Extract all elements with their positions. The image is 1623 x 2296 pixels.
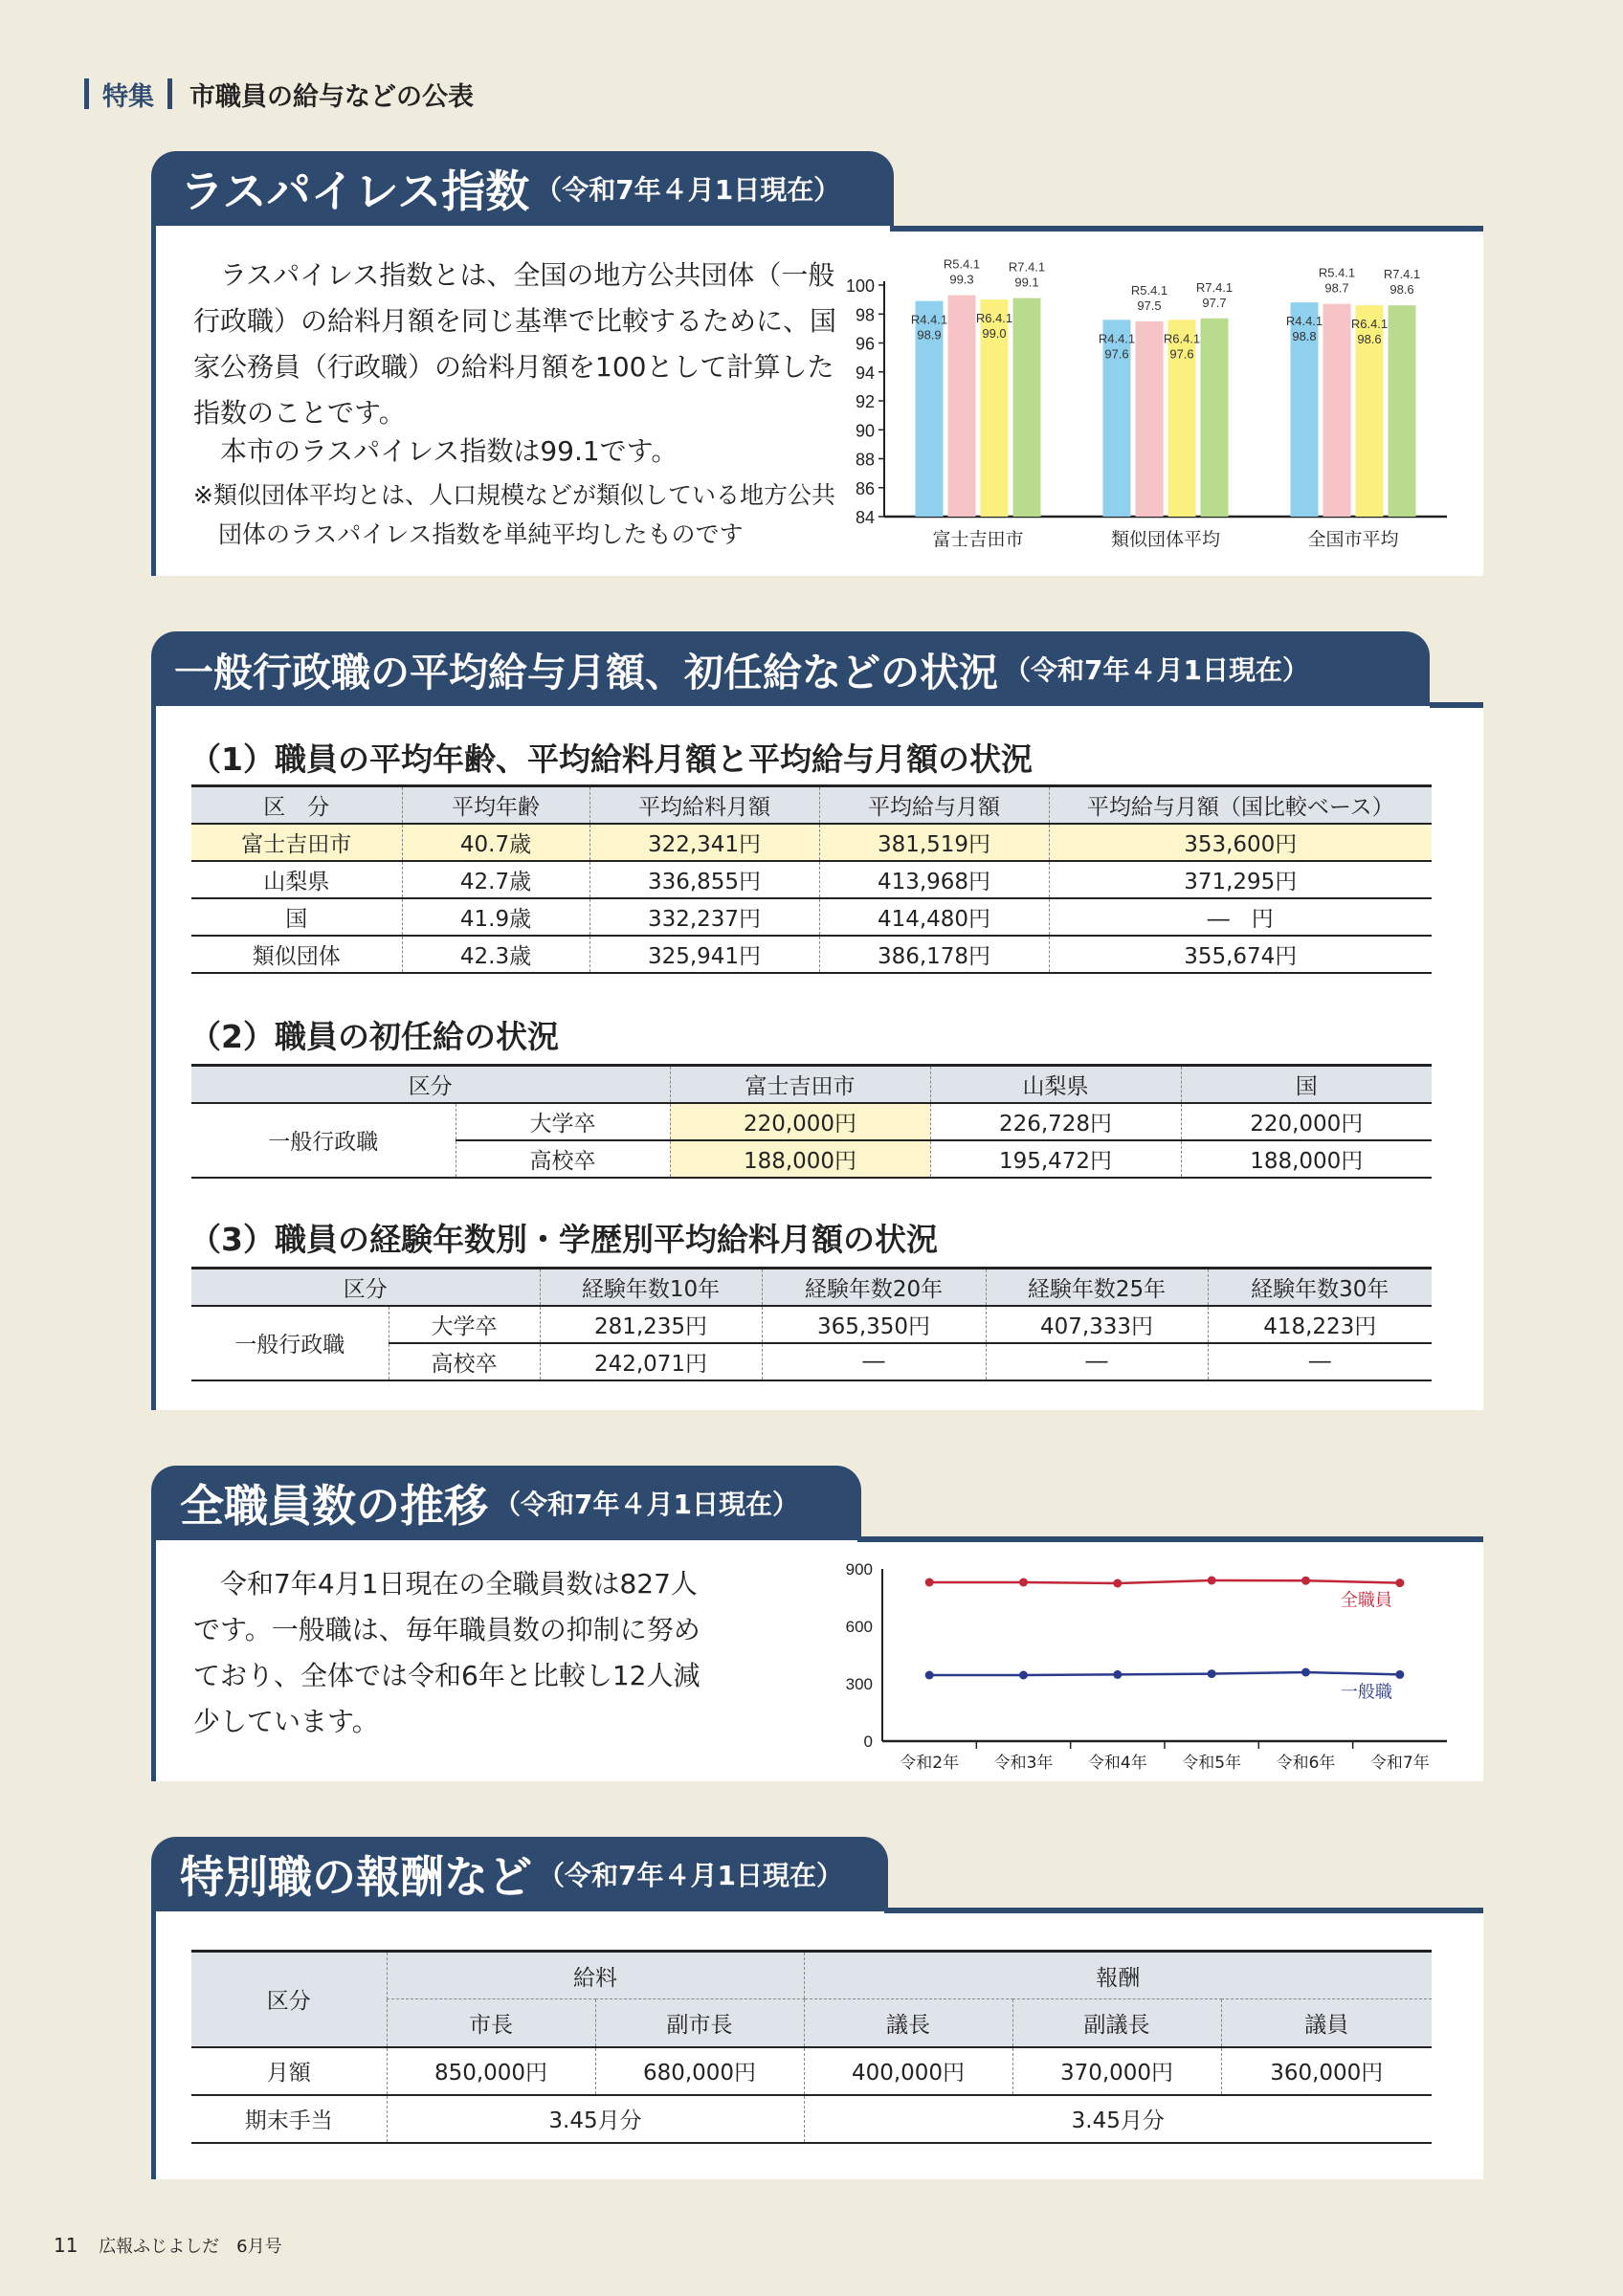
laspeyres-text1: ラスパイレス指数とは、全国の地方公共団体（一般行政職）の給料月額を同じ基準で比較するために、国家公務員（行政職）の給料月額を100として計算した指数のことです。: [193, 259, 837, 429]
bar-value-label: 99.1: [1014, 275, 1039, 290]
staff-title-tab: [151, 1466, 861, 1540]
data-point: [1113, 1670, 1122, 1679]
table-cell: 400,000円: [804, 2047, 1012, 2095]
table-header: 議員: [1221, 1999, 1432, 2047]
table-cell: 407,333円: [986, 1306, 1208, 1343]
special-title-tab: [151, 1837, 888, 1911]
bar-series-label: R6.4.1: [975, 311, 1013, 326]
laspeyres-title: ラスパイレス指数: [180, 166, 530, 217]
table-header: 給料: [387, 1952, 804, 1999]
t3-heading: （3）職員の経験年数別・学歴別平均給料月額の状況: [189, 1221, 938, 1258]
series-label: 全職員: [1340, 1590, 1392, 1611]
bar: [1389, 305, 1416, 517]
y-tick-label: 100: [845, 276, 875, 296]
table-cell: 42.3歳: [402, 936, 589, 973]
staff-subtitle: （令和7年４月1日現在）: [494, 1489, 799, 1520]
table-cell: 期末手当: [191, 2095, 387, 2143]
table-row: [191, 898, 1432, 936]
special-subtitle: （令和7年４月1日現在）: [538, 1860, 843, 1891]
bar-value-label: 98.8: [1292, 329, 1317, 344]
table-row: [191, 861, 1432, 898]
table-header: 平均給与月額: [819, 786, 1049, 824]
y-tick-label: 300: [845, 1675, 873, 1693]
bar-value-label: 97.6: [1104, 346, 1129, 362]
y-tick-label: 0: [863, 1733, 873, 1751]
table-cell: 類似団体: [191, 936, 402, 973]
table-cell: 195,472円: [930, 1140, 1181, 1178]
bar-value-label: 99.3: [949, 272, 974, 287]
y-tick-label: 92: [855, 392, 875, 411]
y-tick-label: 86: [855, 478, 875, 498]
table-cell: 332,237円: [589, 898, 819, 936]
table-cell: 281,235円: [540, 1306, 762, 1343]
bar-value-label: 98.6: [1390, 282, 1414, 298]
table-cell: 386,178円: [819, 936, 1049, 973]
bar-value-label: 98.9: [917, 327, 942, 342]
table-cell: 188,000円: [1181, 1140, 1432, 1178]
data-point: [1301, 1668, 1310, 1677]
table-cell: 680,000円: [595, 2047, 804, 2095]
header-tag: 特集: [102, 81, 154, 112]
table-header-row: [191, 1269, 1432, 1306]
data-point: [1019, 1671, 1028, 1680]
staff-line-chart: [833, 1557, 1464, 1777]
header-bar: [84, 78, 89, 109]
x-tick-label: 令和2年: [900, 1754, 960, 1773]
bar-value-label: 97.7: [1202, 295, 1227, 310]
bar-value-label: 98.6: [1357, 332, 1382, 347]
x-tick-label: 令和4年: [1087, 1754, 1147, 1773]
table-header: 区分: [191, 1269, 540, 1306]
table-cell: 360,000円: [1221, 2047, 1432, 2095]
series-line: [929, 1580, 1400, 1583]
table-cell: 高校卒: [456, 1140, 670, 1178]
table-cell: 220,000円: [670, 1103, 930, 1140]
table-row: [191, 936, 1432, 973]
data-point: [1395, 1670, 1404, 1679]
table-row: [191, 2047, 1432, 2095]
table-header: 区 分: [191, 786, 402, 824]
bar-series-label: R5.4.1: [1318, 265, 1356, 280]
page-header: [84, 77, 474, 111]
bar-value-label: 97.6: [1169, 346, 1194, 362]
special-pay-table: [191, 1950, 1432, 2144]
table-header-row: [191, 1066, 1432, 1103]
table-header: 山梨県: [930, 1066, 1181, 1103]
table-cell: 大学卒: [389, 1306, 540, 1343]
table-cell: 336,855円: [589, 861, 819, 898]
table-cell: 国: [191, 898, 402, 936]
table-cell: 40.7歳: [402, 824, 589, 861]
table-cell: 850,000円: [387, 2047, 595, 2095]
x-tick-label: 令和7年: [1369, 1754, 1430, 1773]
table-cell: ― 円: [1049, 898, 1432, 936]
table-cell: 370,000円: [1012, 2047, 1221, 2095]
bar-value-label: 97.5: [1137, 298, 1162, 313]
table-row: [191, 2095, 1432, 2143]
table-header: 市長: [387, 1999, 595, 2047]
general-title-tab: [151, 631, 1430, 706]
table-cell: 大学卒: [456, 1103, 670, 1140]
data-point: [925, 1671, 934, 1680]
bar-series-label: R6.4.1: [1163, 331, 1201, 346]
table-cell: 3.45月分: [387, 2095, 804, 2143]
table-header: 報酬: [804, 1952, 1432, 1999]
y-tick-label: 84: [855, 508, 875, 527]
bar: [1013, 298, 1041, 517]
header-bar-2: [167, 78, 172, 109]
table-cell: 418,223円: [1208, 1306, 1432, 1343]
laspeyres-title-tab: [151, 151, 894, 226]
table-cell: 226,728円: [930, 1103, 1181, 1140]
special-rule: [884, 1908, 1483, 1913]
series-label: 一般職: [1340, 1682, 1392, 1703]
bar: [1136, 321, 1164, 517]
table-header-row: [191, 1952, 1432, 1999]
x-category-label: 類似団体平均: [1110, 529, 1221, 550]
page-number: 11: [54, 2234, 78, 2257]
table-cell: 一般行政職: [191, 1306, 389, 1380]
table-header: 平均給料月額: [589, 786, 819, 824]
bar-value-label: 99.0: [982, 326, 1007, 342]
special-title: 特別職の報酬など: [180, 1851, 532, 1903]
y-tick-label: 94: [855, 363, 875, 383]
table-cell: 355,674円: [1049, 936, 1432, 973]
data-point: [1208, 1577, 1216, 1585]
data-point: [925, 1578, 934, 1587]
header-title: 市職員の給与などの公表: [189, 81, 474, 112]
table-cell: 371,295円: [1049, 861, 1432, 898]
data-point: [1208, 1669, 1216, 1678]
table-header: 副議長: [1012, 1999, 1221, 2047]
data-point: [1113, 1579, 1122, 1588]
table-row: [191, 1306, 1432, 1343]
footer-text: 広報ふじよしだ 6月号: [99, 2237, 282, 2257]
table-header: 富士吉田市: [670, 1066, 930, 1103]
table-cell: 325,941円: [589, 936, 819, 973]
x-category-label: 富士吉田市: [932, 529, 1024, 550]
table-cell: 3.45月分: [804, 2095, 1432, 2143]
avg-salary-table: [191, 784, 1432, 974]
bar-series-label: R4.4.1: [910, 312, 948, 327]
table-header: 区分: [191, 1066, 670, 1103]
data-point: [1019, 1578, 1028, 1587]
x-tick-label: 令和5年: [1182, 1754, 1242, 1773]
table-cell: 242,071円: [540, 1343, 762, 1380]
table-cell: 220,000円: [1181, 1103, 1432, 1140]
table-cell: 高校卒: [389, 1343, 540, 1380]
general-subtitle: （令和7年４月1日現在）: [1004, 654, 1309, 686]
table-cell: 365,350円: [762, 1306, 986, 1343]
table-cell: 42.7歳: [402, 861, 589, 898]
table-cell: 414,480円: [819, 898, 1049, 936]
bar-series-label: R6.4.1: [1350, 317, 1389, 332]
y-tick-label: 600: [845, 1618, 873, 1636]
table-header: 副市長: [595, 1999, 804, 2047]
t1-heading: （1）職員の平均年齢、平均給料月額と平均給与月額の状況: [189, 740, 1033, 778]
table-cell: 山梨県: [191, 861, 402, 898]
data-point: [1301, 1577, 1310, 1585]
table-header: 経験年数25年: [986, 1269, 1208, 1306]
table-header: 区分: [191, 1952, 387, 2047]
laspeyres-note: ※類似団体平均とは、人口規模などが類似している地方公共団体のラスパイレス指数を単純平均したものです: [193, 481, 835, 548]
table-header: 国: [1181, 1066, 1432, 1103]
table-header: 経験年数30年: [1208, 1269, 1432, 1306]
table-header: 平均年齢: [402, 786, 589, 824]
bar: [1201, 319, 1229, 517]
table-cell: ―: [1208, 1343, 1432, 1380]
table-cell: 一般行政職: [191, 1103, 456, 1178]
table-cell: 188,000円: [670, 1140, 930, 1178]
y-tick-label: 900: [845, 1560, 873, 1578]
bar: [1323, 304, 1351, 517]
general-title: 一般行政職の平均給与月額、初任給などの状況: [174, 649, 998, 695]
laspeyres-bar-chart: [833, 251, 1464, 557]
data-point: [1395, 1578, 1404, 1587]
starting-salary-table: [191, 1064, 1432, 1179]
laspeyres-subtitle: （令和7年４月1日現在）: [535, 174, 841, 206]
bar-series-label: R5.4.1: [1130, 282, 1168, 298]
table-cell: ―: [762, 1343, 986, 1380]
x-tick-label: 令和3年: [993, 1754, 1054, 1773]
general-rule: [1430, 702, 1483, 708]
table-cell: 富士吉田市: [191, 824, 402, 861]
y-tick-label: 96: [855, 334, 875, 354]
table-cell: 41.9歳: [402, 898, 589, 936]
x-tick-label: 令和6年: [1276, 1754, 1336, 1773]
table-cell: 月額: [191, 2047, 387, 2095]
table-cell: 381,519円: [819, 824, 1049, 861]
staff-rule: [857, 1536, 1483, 1542]
table-header: 経験年数10年: [540, 1269, 762, 1306]
page-footer: [54, 2233, 282, 2258]
bar-series-label: R7.4.1: [1195, 279, 1234, 295]
staff-text: 令和7年4月1日現在の全職員数は827人です。一般職は、毎年職員数の抑制に努めており、全体では令和6年と比較し12人減少しています。: [193, 1568, 700, 1737]
series-line: [929, 1672, 1400, 1675]
bar-series-label: R7.4.1: [1383, 267, 1421, 282]
x-category-label: 全国市平均: [1307, 529, 1399, 550]
y-tick-label: 98: [855, 305, 875, 325]
table-cell: 322,341円: [589, 824, 819, 861]
staff-title: 全職員数の推移: [180, 1480, 488, 1532]
table-cell: 413,968円: [819, 861, 1049, 898]
bar-series-label: R5.4.1: [943, 256, 981, 272]
table-header: 議長: [804, 1999, 1012, 2047]
table-cell: 353,600円: [1049, 824, 1432, 861]
bar-series-label: R4.4.1: [1098, 331, 1136, 346]
y-tick-label: 90: [855, 421, 875, 441]
laspeyres-rule: [890, 226, 1483, 232]
laspeyres-text2: 本市のラスパイレス指数は99.1です。: [220, 435, 678, 467]
bar: [948, 296, 976, 517]
table-header-row: [191, 786, 1432, 824]
t2-heading: （2）職員の初任給の状況: [189, 1018, 559, 1055]
experience-salary-table: [191, 1267, 1432, 1381]
table-row: [191, 824, 1432, 861]
bar-series-label: R4.4.1: [1285, 314, 1323, 329]
y-tick-label: 88: [855, 450, 875, 470]
table-cell: ―: [986, 1343, 1208, 1380]
bar-series-label: R7.4.1: [1008, 259, 1046, 275]
table-row: [191, 1103, 1432, 1140]
table-header: 経験年数20年: [762, 1269, 986, 1306]
bar-value-label: 98.7: [1324, 280, 1349, 296]
table-header: 平均給与月額（国比較ベース）: [1049, 786, 1432, 824]
